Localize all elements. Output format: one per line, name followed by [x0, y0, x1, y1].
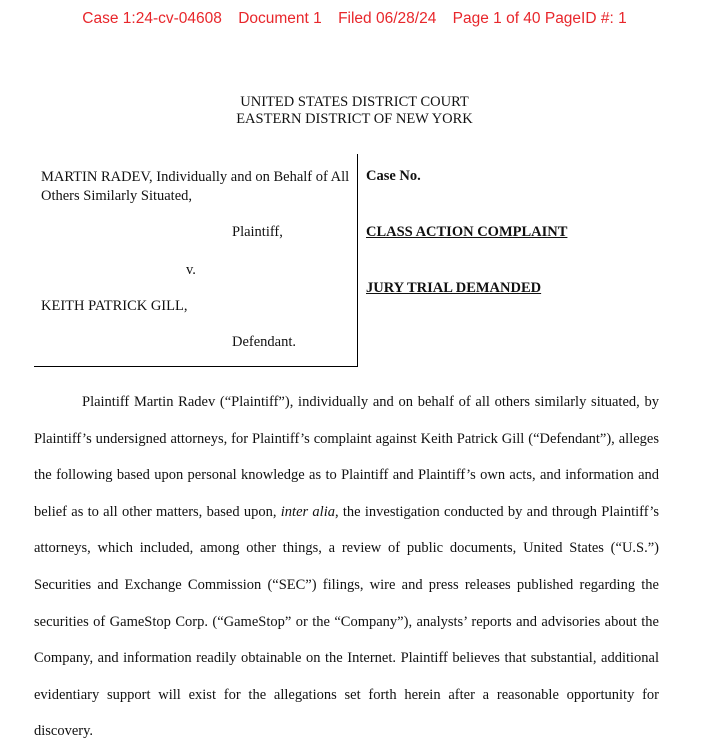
defendant-role: Defendant.	[232, 334, 297, 350]
court-name: UNITED STATES DISTRICT COURT	[240, 94, 469, 110]
case-number: Case 1:24-cv-04608	[82, 10, 222, 27]
filed-date: Filed 06/28/24	[338, 10, 437, 27]
paragraph-text-part1: Plaintiff Martin Radev (“Plaintiff”), individually and on behalf of all others similarly situated, by Plaintiff’s undersigned attorneys, for Plaintiff’s complaint against Keith Patrick Gill (“Defendant”), alleges the following based upon personal knowledge as to Plaintiff and Plaintiff’s own acts, and information and belief as to all other matters, based upon,	[34, 394, 659, 520]
opening-paragraph	[34, 384, 659, 750]
court-district: EASTERN DISTRICT OF NEW YORK	[236, 111, 473, 127]
plaintiff-name: MARTIN RADEV, Individually and on Behalf of All Others Similarly Situated,	[41, 169, 350, 204]
page-info: Page 1 of 40 PageID #: 1	[452, 10, 627, 27]
paragraph-text-part2: , the investigation conducted by and through Plaintiff’s attorneys, which included, among other things, a review of public documents, United States (“U.S.”) Securities and Exchange Commission (“SEC”) filings, wire and press releases published regarding the securities of GameStop Corp. (“GameStop” or the “Company”), analysts’ reports and advisories about the Company, and information readily obtainable on the Internet. Plaintiff believes that substantial, additional evidentiary support will exist for the allegations set forth herein after a reasonable opportunity for discovery.	[34, 503, 659, 740]
defendant-name: KEITH PATRICK GILL,	[41, 298, 188, 314]
plaintiff-role: Plaintiff,	[232, 224, 283, 240]
document-number: Document 1	[238, 10, 322, 27]
caption-parties-box	[34, 154, 358, 367]
case-no-label: Case No.	[366, 168, 421, 184]
jury-demand: JURY TRIAL DEMANDED	[366, 280, 542, 296]
complaint-title: CLASS ACTION COMPLAINT	[366, 224, 568, 240]
paragraph-italic-phrase: inter alia	[280, 503, 335, 520]
filing-header	[0, 10, 709, 28]
versus: v.	[186, 262, 196, 278]
court-heading	[0, 94, 709, 128]
